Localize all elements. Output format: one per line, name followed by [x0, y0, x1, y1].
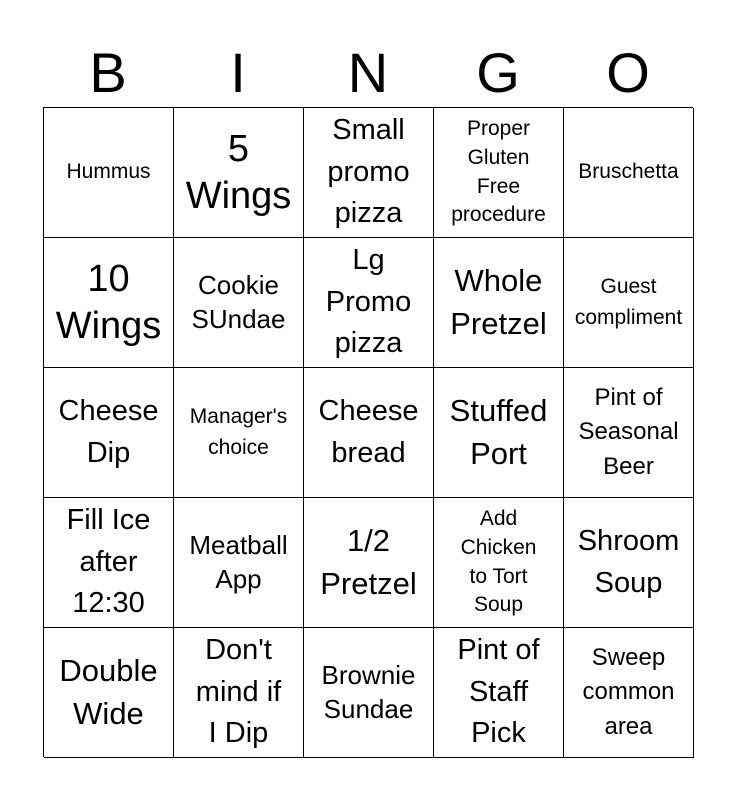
- bingo-cell[interactable]: [564, 628, 694, 758]
- bingo-grid: [43, 107, 693, 757]
- bingo-cell[interactable]: [44, 238, 174, 368]
- cell-text: Hummus: [66, 160, 151, 184]
- cell-text: Cheese bread: [318, 394, 419, 469]
- bingo-cell[interactable]: [174, 368, 304, 498]
- header-letter-i: I: [230, 41, 246, 104]
- bingo-cell[interactable]: [174, 108, 304, 238]
- cell-text: Pint of Seasonal Beer: [578, 384, 679, 480]
- cell-text: Bruschetta: [578, 160, 679, 184]
- cell-text: Proper Gluten Free procedure: [451, 116, 546, 227]
- cell-text: Double Wide: [59, 653, 158, 731]
- bingo-cell[interactable]: [564, 368, 694, 498]
- header-letter-o: O: [606, 41, 650, 104]
- cell-text: Sweep common area: [582, 644, 675, 740]
- bingo-cell[interactable]: [434, 628, 564, 758]
- bingo-cell[interactable]: [174, 238, 304, 368]
- cell-text: 1/2 Pretzel: [320, 523, 417, 601]
- bingo-cell[interactable]: [304, 498, 434, 628]
- cell-text: Small promo pizza: [327, 113, 410, 230]
- bingo-cell[interactable]: [434, 238, 564, 368]
- bingo-cell[interactable]: [304, 628, 434, 758]
- cell-text: Add Chicken to Tort Soup: [460, 506, 537, 617]
- bingo-cell[interactable]: [434, 498, 564, 628]
- cell-text: Manager's choice: [189, 405, 288, 459]
- cell-text: 10 Wings: [55, 257, 162, 347]
- cell-text: Cookie SUndae: [191, 270, 286, 334]
- cell-text: Whole Pretzel: [450, 263, 547, 341]
- cell-text: Brownie Sundae: [321, 660, 416, 724]
- bingo-cell[interactable]: [304, 238, 434, 368]
- bingo-header: [43, 38, 693, 108]
- bingo-cell[interactable]: [434, 108, 564, 238]
- bingo-cell[interactable]: [564, 498, 694, 628]
- bingo-cell[interactable]: [44, 368, 174, 498]
- cell-text: 5 Wings: [185, 127, 292, 217]
- header-letter-n: N: [347, 41, 389, 104]
- bingo-cell[interactable]: [564, 108, 694, 238]
- cell-text: Guest compliment: [574, 275, 683, 329]
- bingo-cell[interactable]: [174, 628, 304, 758]
- bingo-cell[interactable]: [44, 628, 174, 758]
- bingo-cell[interactable]: [174, 498, 304, 628]
- bingo-cell[interactable]: [434, 368, 564, 498]
- bingo-cell[interactable]: [564, 238, 694, 368]
- header-letter-b: B: [89, 41, 127, 104]
- cell-text: Fill Ice after 12:30: [66, 503, 151, 620]
- cell-text: Meatball App: [189, 530, 288, 594]
- cell-text: Shroom Soup: [577, 524, 680, 599]
- bingo-cell[interactable]: [304, 368, 434, 498]
- header-letter-g: G: [476, 41, 520, 104]
- bingo-cell[interactable]: [44, 498, 174, 628]
- bingo-cell[interactable]: [304, 108, 434, 238]
- cell-text: Cheese Dip: [58, 394, 159, 469]
- cell-text: Lg Promo pizza: [325, 243, 412, 360]
- cell-text: Pint of Staff Pick: [457, 633, 540, 750]
- cell-text: Don't mind if I Dip: [195, 633, 282, 750]
- bingo-cell[interactable]: [44, 108, 174, 238]
- cell-text: Stuffed Port: [449, 393, 548, 471]
